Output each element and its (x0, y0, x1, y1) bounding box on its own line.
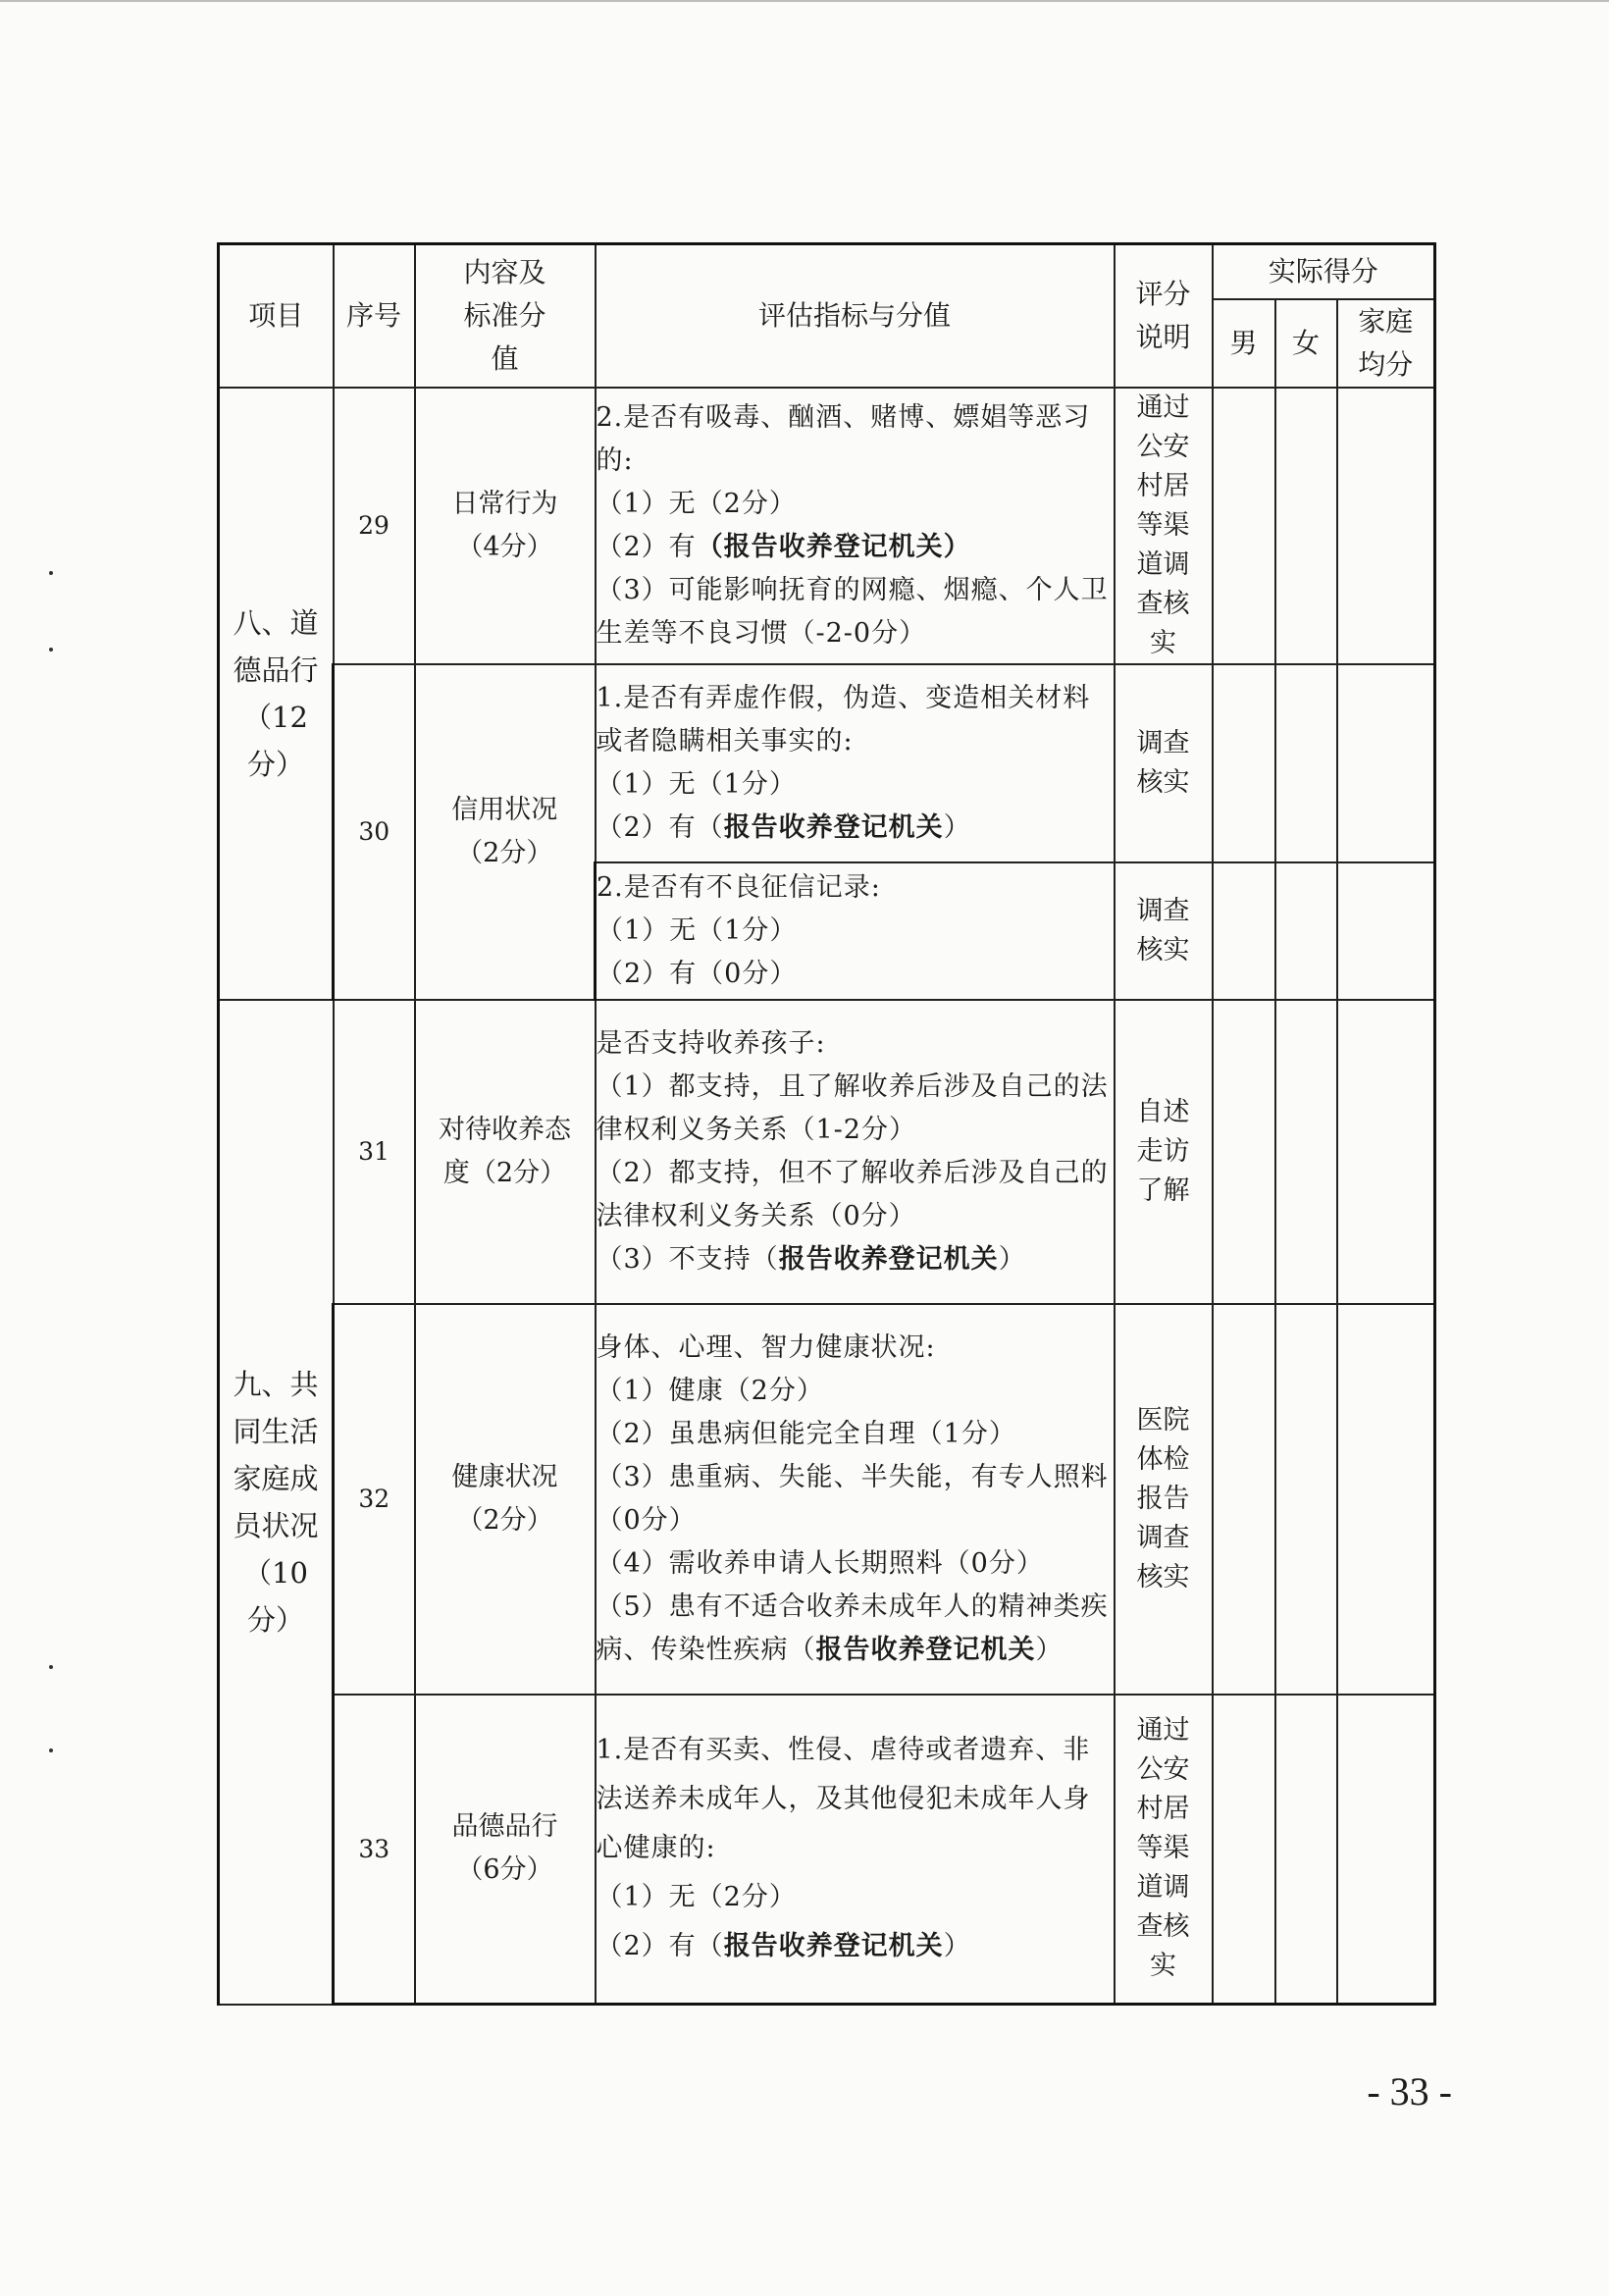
indicator-line-tail: ） (943, 811, 971, 843)
row-content-text: 健康状况（2分） (451, 1461, 558, 1536)
indicator-line (597, 1542, 1114, 1586)
score-female-cell[interactable] (1275, 1000, 1337, 1304)
row-note (1115, 1304, 1213, 1695)
indicator-line-text: （4）需收养申请人长期照料（0分） (596, 1547, 1044, 1579)
row-content (415, 1695, 596, 2005)
indicator-line (597, 1327, 1114, 1370)
row-indicators (596, 664, 1115, 862)
indicator-line-text: （1）无（2分） (596, 1882, 797, 1913)
row-seq: 33 (334, 1695, 415, 2005)
header-content (415, 244, 596, 388)
indicator-line (597, 1456, 1114, 1542)
score-male-cell[interactable] (1213, 862, 1275, 1000)
row-indicators (596, 388, 1115, 664)
indicator-line (597, 1922, 1114, 1971)
indicator-line-text: （2）虽患病但能完全自理（1分） (596, 1418, 1016, 1449)
row-content (415, 1000, 596, 1304)
table-row (219, 388, 1435, 664)
indicator-line (597, 526, 1114, 569)
row-note (1115, 1695, 1213, 2005)
group-title (219, 388, 334, 1000)
header-note-label: 评分说明 (1135, 277, 1191, 353)
table-row (219, 1000, 1435, 1304)
report-note: 报告收养登记机关 (723, 1931, 944, 1962)
header-project: 项目 (219, 244, 334, 388)
row-note (1115, 664, 1213, 862)
score-female-cell[interactable] (1275, 388, 1337, 664)
indicator-line-text: （2）有（0分） (597, 958, 798, 989)
indicator-line (597, 807, 1114, 850)
report-note: （报告收养登记机关） (696, 531, 971, 562)
row-indicators (596, 1304, 1115, 1695)
binding-mark (49, 1665, 53, 1669)
report-note: 报告收养登记机关 (778, 1243, 999, 1275)
group-title-text: 八、道德品行（12分） (233, 605, 319, 781)
indicator-line-tail: ） (943, 1931, 971, 1962)
table-row (219, 1304, 1435, 1695)
indicator-line (597, 1370, 1114, 1413)
binding-mark (49, 648, 53, 652)
row-note-text: 通过公安村居等渠道调查核实 (1136, 1715, 1190, 1982)
report-note: 报告收养登记机关 (723, 811, 944, 843)
scan-top-edge (0, 0, 1609, 2)
row-seq: 32 (334, 1304, 415, 1695)
indicator-line (597, 1152, 1114, 1238)
indicator-line-tail: ） (1035, 1634, 1064, 1665)
score-male-cell[interactable] (1213, 1695, 1275, 2005)
score-female-cell[interactable] (1275, 1304, 1337, 1695)
row-content (415, 1304, 596, 1695)
score-family-avg-cell[interactable] (1337, 1000, 1435, 1304)
indicator-line (597, 1586, 1114, 1672)
score-family-avg-cell[interactable] (1337, 388, 1435, 664)
header-male: 男 (1213, 299, 1275, 388)
row-note-text: 自述走访了解 (1136, 1096, 1190, 1206)
row-content-text: 对待收养态度（2分） (439, 1114, 571, 1188)
row-note (1115, 862, 1213, 1000)
indicator-line-text: 2.是否有不良征信记录: (597, 871, 881, 903)
score-female-cell[interactable] (1275, 664, 1337, 862)
score-family-avg-cell[interactable] (1337, 664, 1435, 862)
header-family-avg (1337, 299, 1435, 388)
indicator-line-text: （1）都支持，且了解收养后涉及自己的法律权利义务关系（1-2分） (596, 1070, 1109, 1145)
indicator-line-text: （3）可能影响抚育的网瘾、烟瘾、个人卫生差等不良习惯（-2-0分） (596, 574, 1109, 649)
table-row (219, 1695, 1435, 2005)
header-female: 女 (1275, 299, 1337, 388)
indicator-line-tail: ） (998, 1243, 1026, 1275)
table-row (219, 664, 1435, 862)
indicator-line (597, 396, 1114, 483)
indicator-line-text: （1）无（2分） (596, 488, 797, 519)
score-female-cell[interactable] (1275, 862, 1337, 1000)
row-content (415, 388, 596, 664)
row-note-text: 调查核实 (1136, 727, 1190, 798)
score-male-cell[interactable] (1213, 1000, 1275, 1304)
page-number: - 33 - (1367, 2069, 1452, 2113)
indicator-line-text: （3）不支持（ (596, 1243, 779, 1275)
row-note-text: 调查核实 (1136, 895, 1190, 965)
indicator-line-text: （3）患重病、失能、半失能，有专人照料（0分） (596, 1461, 1109, 1536)
indicator-line-text: （1）无（1分） (597, 914, 798, 946)
header-seq: 序号 (334, 244, 415, 388)
indicator-line-text: 是否支持收养孩子: (596, 1027, 826, 1059)
indicator-line-text: （2）有 (596, 531, 697, 562)
indicator-line-text: （2）都支持，但不了解收养后涉及自己的法律权利义务关系（0分） (596, 1157, 1109, 1231)
row-indicators (596, 862, 1115, 1000)
row-note-text: 医院体检报告调查核实 (1136, 1404, 1190, 1592)
row-content (415, 664, 596, 1000)
row-indicators (596, 1695, 1115, 2005)
indicator-line (597, 1873, 1114, 1922)
indicator-line-text: 1.是否有弄虚作假，伪造、变造相关材料或者隐瞒相关事实的: (596, 682, 1091, 757)
indicator-line-text: 1.是否有买卖、性侵、虐待或者遗弃、非法送养未成年人，及其他侵犯未成年人身心健康的: (596, 1735, 1091, 1864)
header-content-label: 内容及标准分值 (463, 255, 546, 375)
indicator-line (597, 1238, 1114, 1281)
row-content-text: 品德品行（6分） (451, 1811, 558, 1886)
indicator-line-text: （5）患有不适合收养未成年人的精神类疾病、传染性疾病（ (596, 1591, 1109, 1665)
row-content-text: 日常行为（4分） (451, 488, 558, 562)
indicator-line-text: （1）健康（2分） (596, 1375, 824, 1406)
row-note (1115, 388, 1213, 664)
score-family-avg-cell[interactable] (1337, 1304, 1435, 1695)
header-indicators: 评估指标与分值 (596, 244, 1115, 388)
indicator-line-text: （1）无（1分） (596, 768, 797, 800)
group-title (219, 1000, 334, 2005)
indicator-line (597, 910, 1114, 953)
score-family-avg-cell[interactable] (1337, 862, 1435, 1000)
score-female-cell[interactable] (1275, 1695, 1337, 2005)
row-seq: 30 (334, 664, 415, 1000)
header-family-avg-label: 家庭均分 (1358, 304, 1414, 381)
evaluation-table (217, 242, 1436, 2006)
indicator-line (597, 1726, 1114, 1873)
indicator-line (597, 1066, 1114, 1152)
indicator-line-text: 身体、心理、智力健康状况: (596, 1331, 936, 1363)
indicator-line (597, 677, 1114, 763)
row-content-text: 信用状况（2分） (451, 794, 558, 868)
row-indicators (596, 1000, 1115, 1304)
indicator-line (597, 866, 1114, 910)
binding-mark (49, 571, 53, 575)
row-seq: 29 (334, 388, 415, 664)
binding-mark (49, 1748, 53, 1752)
score-male-cell[interactable] (1213, 664, 1275, 862)
indicator-line (597, 1022, 1114, 1066)
score-male-cell[interactable] (1213, 1304, 1275, 1695)
indicator-line (597, 953, 1114, 996)
indicator-line (597, 1413, 1114, 1456)
indicator-line-text: 2.是否有吸毒、酗酒、赌博、嫖娼等恶习的: (596, 401, 1091, 476)
header-score-group: 实际得分 (1213, 244, 1435, 299)
indicator-line (597, 483, 1114, 526)
indicator-line-text: （2）有（ (596, 811, 724, 843)
indicator-line-text: （2）有（ (596, 1931, 724, 1962)
indicator-line (597, 569, 1114, 655)
indicator-line (597, 763, 1114, 807)
header-note (1115, 244, 1213, 388)
score-male-cell[interactable] (1213, 388, 1275, 664)
row-note-text: 通过公安村居等渠道调查核实 (1136, 391, 1190, 658)
group-title-text: 九、共同生活家庭成员状况（10分） (233, 1367, 319, 1637)
row-seq: 31 (334, 1000, 415, 1304)
row-note (1115, 1000, 1213, 1304)
report-note: 报告收养登记机关 (815, 1634, 1036, 1665)
score-family-avg-cell[interactable] (1337, 1695, 1435, 2005)
